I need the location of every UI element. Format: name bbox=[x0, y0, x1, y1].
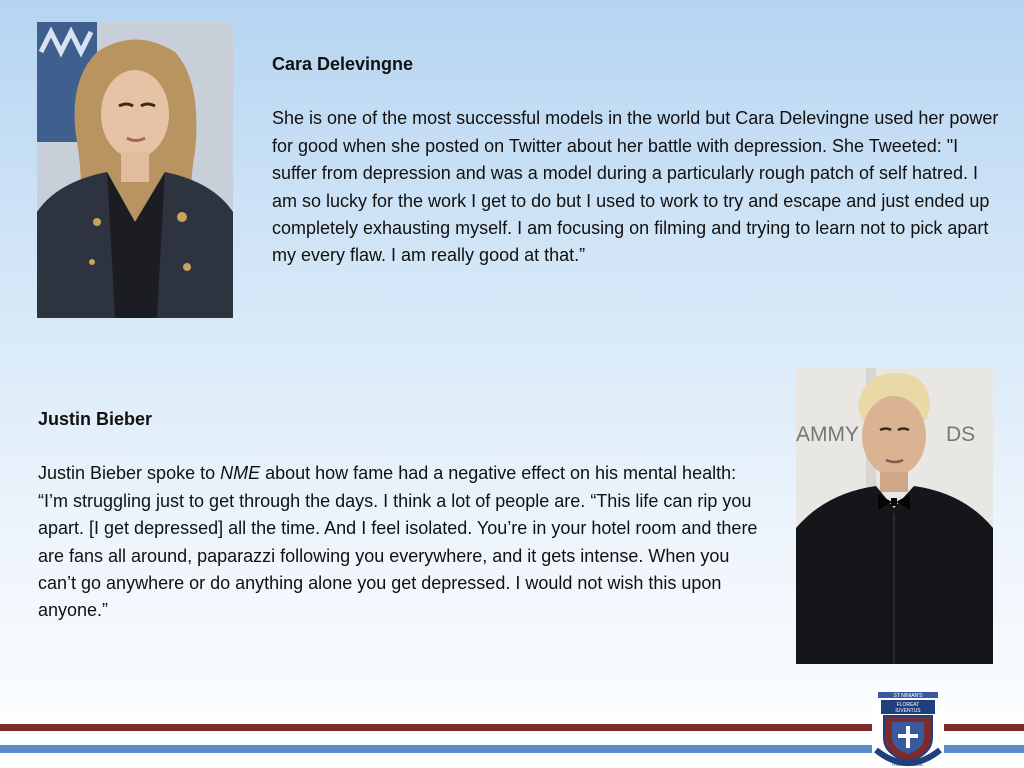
footer-stripe-blue bbox=[0, 745, 1024, 753]
cara-delevingne-heading: Cara Delevingne bbox=[272, 54, 414, 74]
svg-text:FLOREAT: FLOREAT bbox=[896, 702, 920, 708]
backdrop-text-right: DS bbox=[946, 423, 976, 446]
justin-text-before: Justin Bieber spoke to bbox=[38, 463, 221, 484]
cara-delevingne-photo bbox=[37, 22, 233, 318]
justin-bieber-heading: Justin Bieber bbox=[38, 409, 153, 429]
svg-text:AMMY bbox=[796, 423, 859, 446]
cara-delevingne-text: She is one of the most successful models in the world but Cara Delevingne used her power for good when she posted on Twitter about her battle with depression. She Tweeted: "I suffer from depression and was a model during a particularly rough patch of self hatred. I am so lucky for the work I get to do but I used to work to try and escape and just ended up completely exhausting myself. I am focusing on filming and trying to learn not to pick apart my every flaw. I am really good at that.” bbox=[272, 108, 999, 266]
svg-text:IUVENTUS: IUVENTUS bbox=[895, 708, 921, 714]
svg-text:DS bbox=[946, 423, 975, 446]
svg-text:HIGH SCHOOL: HIGH SCHOOL bbox=[892, 762, 924, 767]
justin-bieber-photo bbox=[796, 368, 993, 664]
nme-publication: NME bbox=[220, 463, 261, 484]
justin-bieber-section bbox=[38, 406, 768, 625]
justin-bieber-text bbox=[38, 460, 768, 624]
svg-text:ST NINIAN'S: ST NINIAN'S bbox=[893, 693, 923, 699]
justin-text-after: about how fame had a negative effect on his mental health: “I’m struggling just to get through the days. I think a lot of people are. “This life can rip you apart. [I get depressed] all the time. And I feel isolated. You’re in your hotel room and there are fans all around, paparazzi following you everywhere, and it gets intense. When you can’t go anywhere or do anything alone you get depressed. I would not wish this upon anyone.” bbox=[38, 463, 758, 621]
cara-delevingne-section bbox=[272, 51, 1002, 270]
backdrop-text-left: AMMY bbox=[796, 423, 859, 446]
footer-stripe-maroon bbox=[0, 724, 1024, 731]
school-crest-logo bbox=[872, 690, 944, 768]
